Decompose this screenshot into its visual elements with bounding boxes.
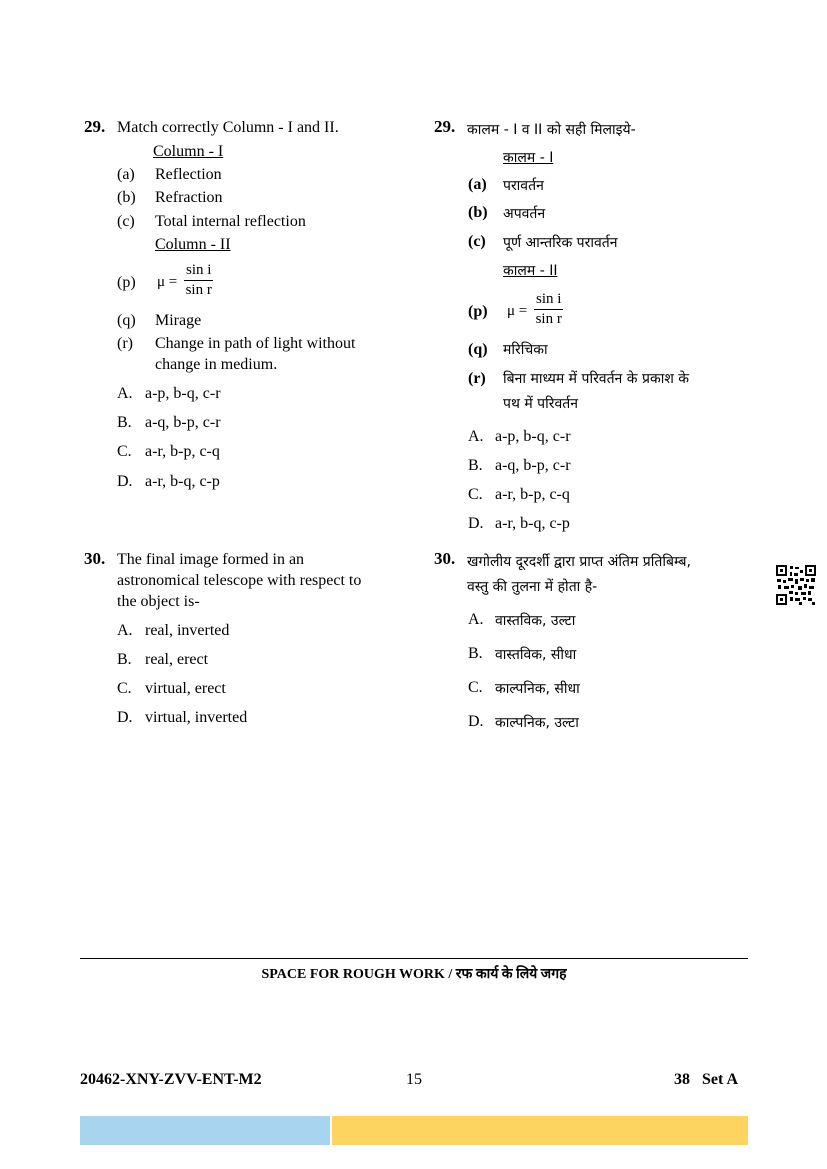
option-text: real, inverted <box>145 622 230 639</box>
option-label: A. <box>468 611 484 628</box>
option-label: C. <box>117 443 132 460</box>
item-text: अपवर्तन <box>503 206 546 222</box>
column-1-title: कालम - I <box>503 150 554 166</box>
item-text: पथ में परिवर्तन <box>503 396 579 412</box>
option-label: B. <box>468 645 483 662</box>
option-label: D. <box>117 473 133 490</box>
option-text: वास्तविक, सीधा <box>495 647 577 663</box>
question-number: 30. <box>434 549 456 568</box>
paper-code: 20462-XNY-ZVV-ENT-M2 <box>80 1071 262 1088</box>
item-label: (p) <box>117 274 136 291</box>
item-label: (q) <box>117 312 136 329</box>
option-label: C. <box>117 680 132 697</box>
fraction-denominator: sin r <box>535 311 562 327</box>
item-text: मरिचिका <box>503 342 548 358</box>
question-text: कालम - I व II को सही मिलाइये- <box>467 122 636 138</box>
item-label: (a) <box>117 166 135 183</box>
option-text: a-p, b-q, c-r <box>495 428 571 445</box>
option-text: a-r, b-q, c-p <box>145 473 220 490</box>
fraction-denominator: sin r <box>185 282 212 298</box>
option-label: C. <box>468 486 483 503</box>
question-number: 29. <box>84 117 106 136</box>
option-label: B. <box>117 651 132 668</box>
rough-work-divider <box>80 958 748 959</box>
option-label: D. <box>468 515 484 532</box>
item-text: Total internal reflection <box>155 213 306 230</box>
option-label: C. <box>468 679 483 696</box>
option-text: a-q, b-p, c-r <box>495 457 571 474</box>
question-text: वस्तु की तुलना में होता है- <box>467 579 598 595</box>
option-text: a-r, b-q, c-p <box>495 515 570 532</box>
item-text: परावर्तन <box>503 178 544 194</box>
item-text: change in medium. <box>155 356 278 373</box>
item-label: (q) <box>468 341 488 358</box>
question-text: The final image formed in an <box>117 551 305 568</box>
option-text: काल्पनिक, उल्टा <box>495 715 579 731</box>
item-text: Refraction <box>155 189 223 206</box>
question-text: astronomical telescope with respect to <box>117 572 362 589</box>
option-text: वास्तविक, उल्टा <box>495 613 576 629</box>
option-text: काल्पनिक, सीधा <box>495 681 580 697</box>
mu-equals: μ = <box>507 303 528 319</box>
rough-work-label: SPACE FOR ROUGH WORK / रफ कार्य के लिये जगह <box>261 967 567 982</box>
option-text: a-p, b-q, c-r <box>145 385 221 402</box>
item-label: (a) <box>468 176 487 193</box>
option-label: B. <box>468 457 483 474</box>
option-label: D. <box>117 709 133 726</box>
option-text: real, erect <box>145 651 209 668</box>
question-text: खगोलीय दूरदर्शी द्वारा प्राप्त अंतिम प्रतिबिम्ब, <box>467 554 691 570</box>
item-label: (b) <box>468 204 488 221</box>
column-2-title: Column - II <box>155 236 231 253</box>
item-text: Reflection <box>155 166 222 183</box>
item-label: (r) <box>468 370 486 387</box>
column-1-title: Column - I <box>153 143 224 160</box>
option-label: A. <box>117 385 133 402</box>
item-label: (c) <box>468 233 486 250</box>
question-number: 29. <box>434 117 456 136</box>
fraction <box>184 262 213 299</box>
question-text: Match correctly Column - I and II. <box>117 119 339 136</box>
fraction-numerator: sin i <box>184 262 213 281</box>
option-text: a-r, b-p, c-q <box>145 443 220 460</box>
fraction <box>534 291 563 328</box>
item-label: (b) <box>117 189 136 206</box>
option-label: A. <box>117 622 133 639</box>
question-number: 30. <box>84 549 106 568</box>
item-text: Change in path of light without <box>155 335 356 352</box>
option-label: B. <box>117 414 132 431</box>
option-label: D. <box>468 713 484 730</box>
item-text: Mirage <box>155 312 202 329</box>
mu-equals: μ = <box>157 274 178 290</box>
option-text: virtual, erect <box>145 680 226 697</box>
option-label: A. <box>468 428 484 445</box>
qr-code-icon <box>776 565 816 605</box>
set-label: 38 Set A <box>674 1071 738 1088</box>
footer-bar-yellow <box>332 1116 748 1145</box>
option-text: a-q, b-p, c-r <box>145 414 221 431</box>
footer-bar-blue <box>80 1116 330 1145</box>
page-number: 15 <box>406 1071 422 1088</box>
option-text: virtual, inverted <box>145 709 248 726</box>
item-label: (c) <box>117 213 135 230</box>
item-label: (r) <box>117 335 133 352</box>
item-text: बिना माध्यम में परिवर्तन के प्रकाश के <box>503 371 690 387</box>
item-text: पूर्ण आन्तरिक परावर्तन <box>503 235 618 251</box>
question-text: the object is- <box>117 593 200 610</box>
fraction-numerator: sin i <box>534 291 563 310</box>
column-2-title: कालम - II <box>503 263 558 279</box>
option-text: a-r, b-p, c-q <box>495 486 570 503</box>
item-label: (p) <box>468 303 488 320</box>
